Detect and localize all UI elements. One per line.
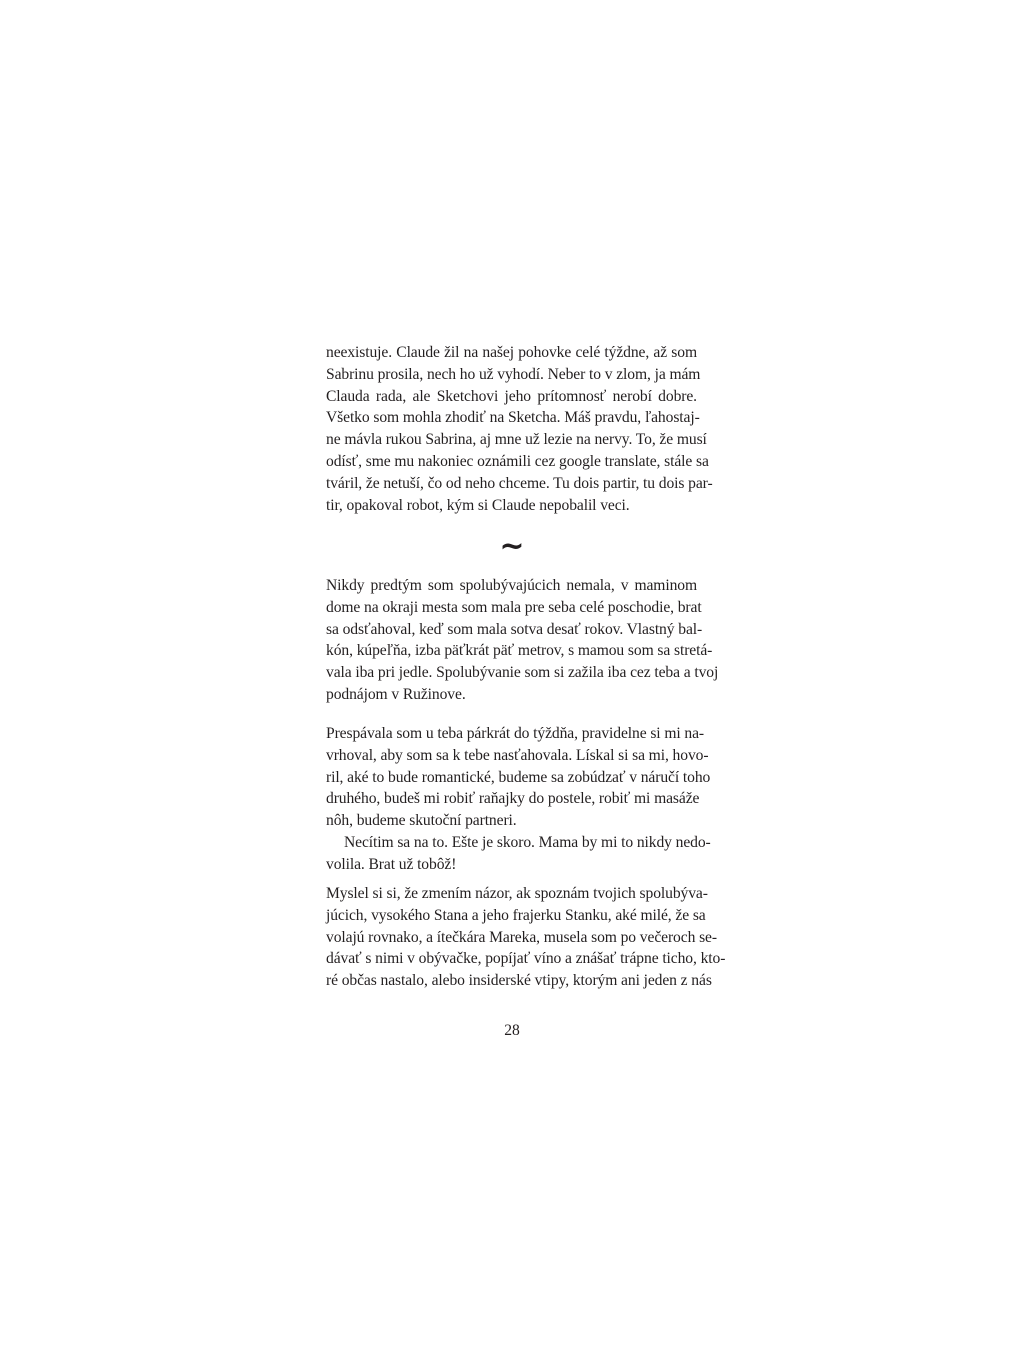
text-line: Necítim sa na to. Ešte je skoro. Mama by mi to nikdy nedo- — [344, 833, 711, 851]
section-separator: ~ — [499, 529, 525, 564]
paragraph-1 — [326, 342, 713, 516]
text-line: volajú rovnako, a ítečkára Mareka, musela som po večeroch se- — [326, 928, 717, 946]
text-line: tváril, že netuší, čo od neho chceme. Tu dois partir, tu dois par- — [326, 474, 713, 492]
text-line: sa odsťahoval, keď som mala sotva desať rokov. Vlastný bal- — [326, 620, 703, 638]
text-line: Myslel si si, že zmením názor, ak spoznám tvojich spolubýva- — [326, 885, 708, 902]
text-line: vala iba pri jedle. Spolubývanie som si zažila iba cez teba a tvoj — [326, 664, 719, 682]
text-line: nôh, budeme skutoční partneri. — [326, 812, 517, 830]
text-line: Clauda rada, ale Sketchovi jeho prítomnosť nerobí dobre. — [326, 387, 697, 405]
text-line: podnájom v Ružinove. — [326, 685, 466, 703]
text-line: dávať s nimi v obývačke, popíjať víno a znášať trápne ticho, kto- — [326, 950, 726, 968]
text-line: ne mávla rukou Sabrina, aj mne už lezie na nervy. To, že musí — [326, 431, 707, 449]
text-line: ril, aké to bude romantické, budeme sa zobúdzať v náručí toho — [326, 768, 711, 786]
paragraph-3 — [326, 723, 711, 876]
paragraph-4 — [326, 883, 726, 992]
text-line: druhého, budeš mi robiť raňajky do postele, robiť mi masáže — [326, 790, 700, 808]
text-line: volila. Brat už tobôž! — [326, 855, 457, 873]
text-line: ré občas nastalo, alebo insiderské vtipy, ktorým ani jeden z nás — [326, 972, 712, 990]
text-line: tir, opakoval robot, kým si Claude nepobalil veci. — [326, 496, 630, 514]
text-line: Nikdy predtým som spolubývajúcich nemala, v maminom — [326, 577, 697, 594]
text-line: neexistuje. Claude žil na našej pohovke celé týždne, až som — [326, 344, 697, 361]
text-line: Sabrinu prosila, nech ho už vyhodí. Neber to v zlom, ja mám — [326, 365, 701, 383]
text-line: kón, kúpeľňa, izba päťkrát päť metrov, s mamou som sa stretá- — [326, 642, 713, 660]
text-line: vrhoval, aby som sa k tebe nasťahovala. Lískal si sa mi, hovo- — [326, 746, 709, 764]
text-line: júcich, vysokého Stana a jeho frajerku Stanku, aké milé, že sa — [326, 906, 706, 924]
text-line: dome na okraji mesta som mala pre seba celé poschodie, brat — [326, 598, 702, 616]
text-line: odísť, sme mu nakoniec oznámili cez google translate, stále sa — [326, 452, 709, 470]
paragraph-2 — [326, 575, 719, 706]
text-line: Prespávala som u teba párkrát do týždňa, pravidelne si mi na- — [326, 725, 704, 742]
text-line: Všetko som mohla zhodiť na Sketcha. Máš pravdu, ľahostaj- — [326, 409, 700, 427]
page-number: 28 — [504, 1022, 520, 1039]
